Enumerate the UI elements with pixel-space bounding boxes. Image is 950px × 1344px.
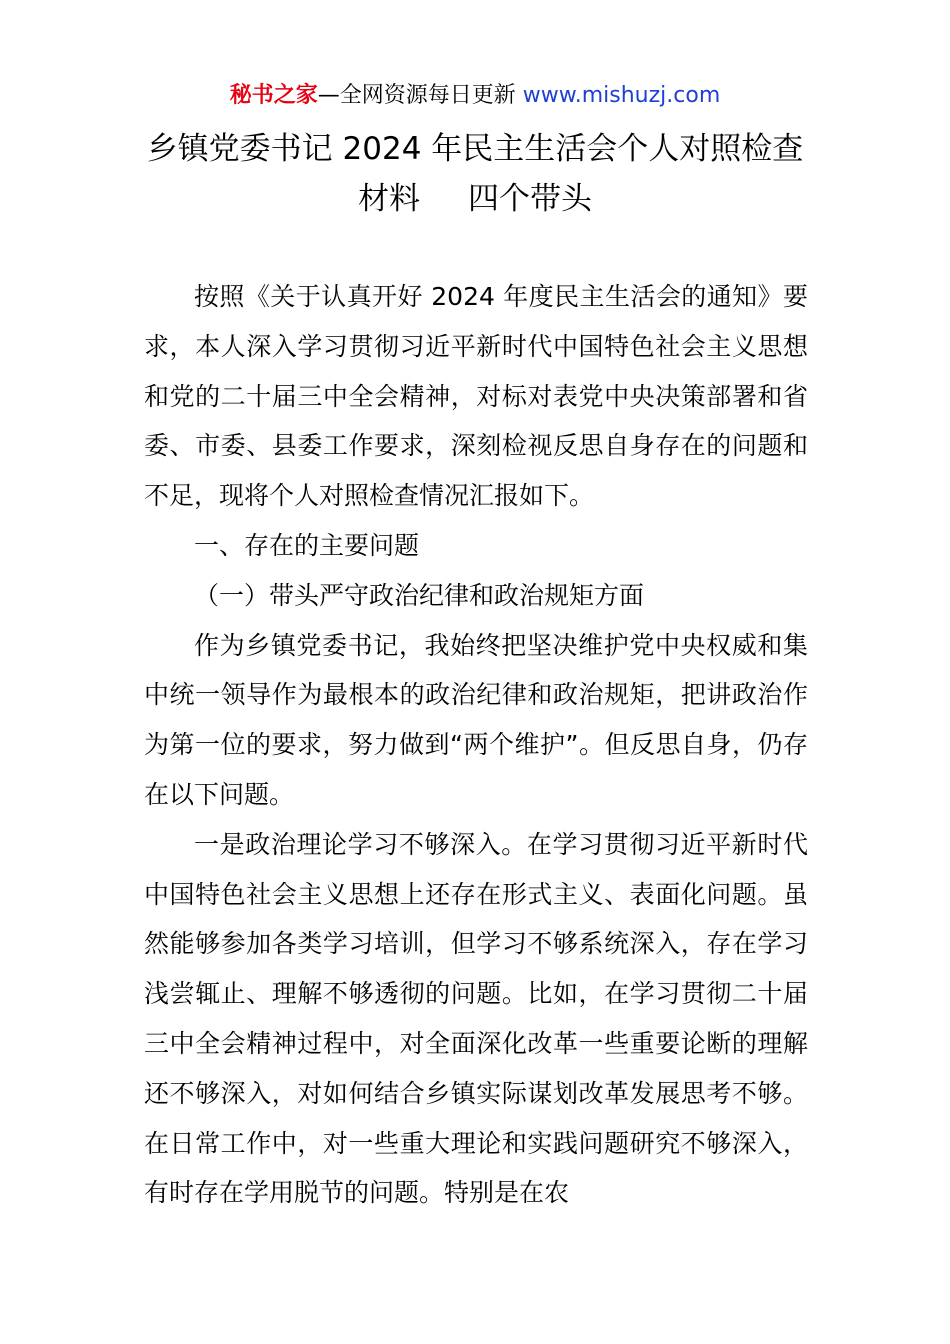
title-line-1: 乡镇党委书记 2024 年民主生活会个人对照检查 [146, 131, 804, 167]
title-line-2-part-1: 材料 [358, 181, 420, 217]
site-tagline: 全网资源每日更新 [339, 83, 516, 108]
title-line-2-part-2: 四个带头 [468, 181, 592, 217]
intro-paragraph: 按照《关于认真开好 2024 年度民主生活会的通知》要求，本人深入学习贯彻习近平新时代中国特色社会主义思想和党的二十届三中全会精神，对标对表党中央决策部署和省委、市委、县委工作要求，深刻检视反思自身存在的问题和不足，现将个人对照检查情况汇报如下。 [144, 282, 808, 511]
document-title [100, 124, 850, 224]
site-url-link[interactable]: www.mishuzj.com [522, 83, 721, 108]
section-heading: 一、存在的主要问题 [194, 530, 420, 560]
title-line-2 [100, 174, 850, 224]
site-header [0, 80, 950, 112]
header-separator: — [317, 83, 340, 108]
site-brand[interactable]: 秘书之家 [229, 83, 318, 108]
document-body [144, 272, 808, 1218]
body-paragraph: 一是政治理论学习不够深入。在学习贯彻习近平新时代中国特色社会主义思想上还存在形式主义、表面化问题。虽然能够参加各类学习培训，但学习不够系统深入，存在学习浅尝辄止、理解不够透彻的问题。比如，在学习贯彻二十届三中全会精神过程中，对全面深化改革一些重要论断的理解还不够深入，对如何结合乡镇实际谋划改革发展思考不够。在日常工作中，对一些重大理论和实践问题研究不够深入，有时存在学用脱节的问题。特别是在农 [144, 829, 808, 1208]
subsection-heading: （一）带头严守政治纪律和政治规矩方面 [194, 580, 645, 610]
body-paragraph: 作为乡镇党委书记，我始终把坚决维护党中央权威和集中统一领导作为最根本的政治纪律和政治规矩，把讲政治作为第一位的要求，努力做到“两个维护”。但反思自身，仍存在以下问题。 [144, 630, 808, 809]
